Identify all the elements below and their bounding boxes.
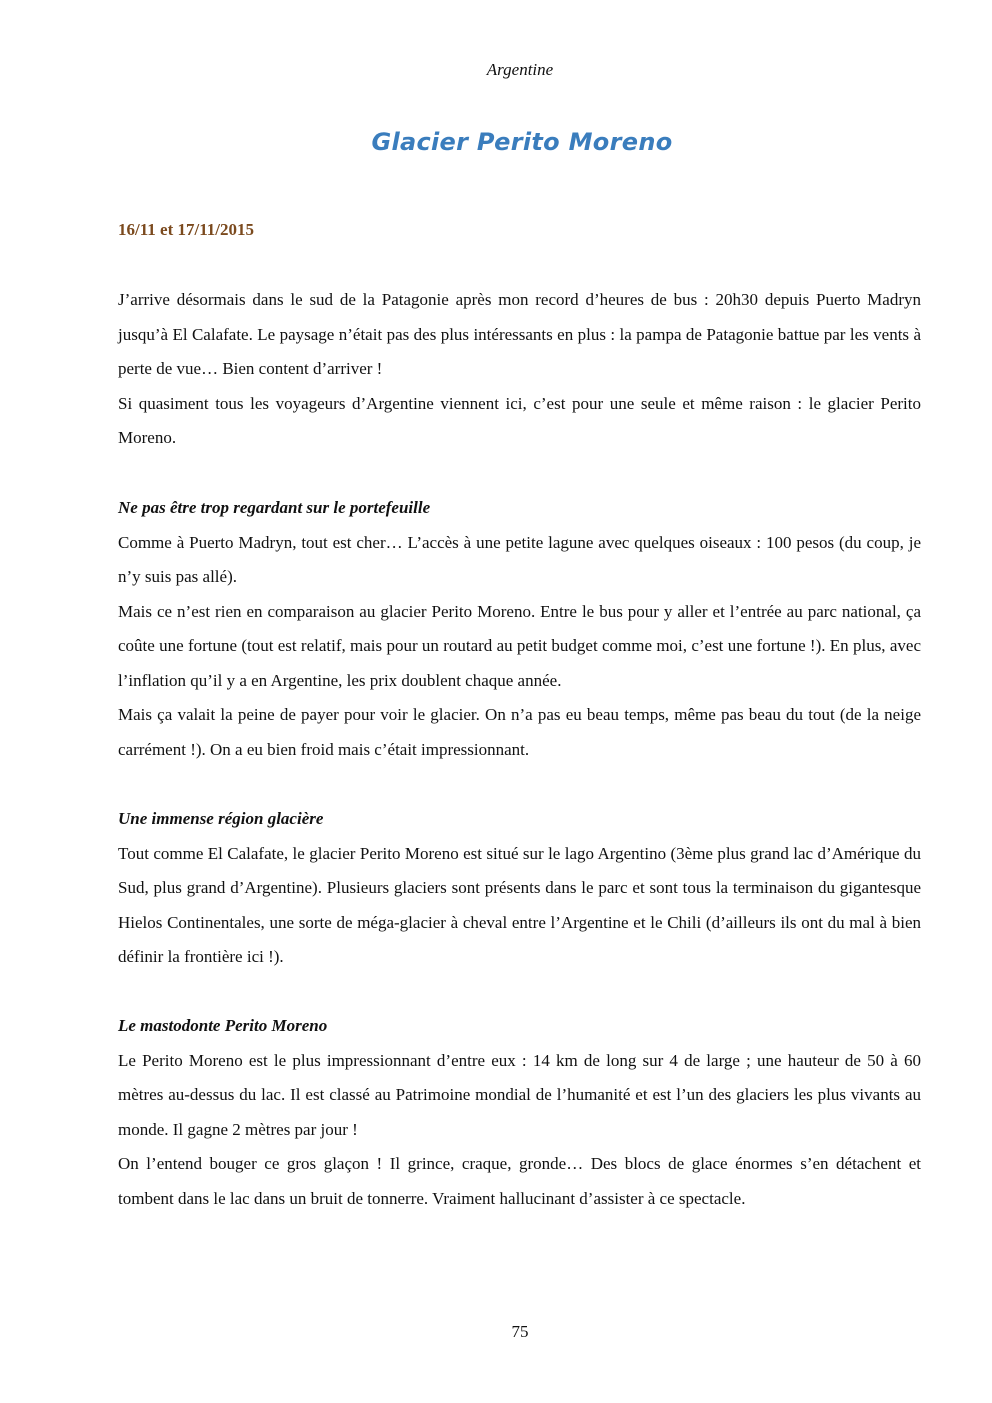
entry-date: 16/11 et 17/11/2015: [118, 220, 254, 239]
section-1: [118, 491, 921, 767]
section-3-paragraph-2: On l’entend bouger ce gros glaçon ! Il grince, craque, gronde… Des blocs de glace énormes s’en détachent et tombent dans le lac dans un bruit de tonnerre. Vraiment hallucinant d’assister à ce spectacle.: [118, 1154, 921, 1208]
intro-block: [118, 283, 921, 456]
section-2: [118, 802, 921, 975]
page-title: [0, 128, 992, 156]
page-title-text: Glacier Perito Moreno: [371, 128, 673, 156]
running-header-text: Argentine: [486, 60, 554, 79]
intro-paragraph-2: Si quasiment tous les voyageurs d’Argentine viennent ici, c’est pour une seule et même raison : le glacier Perito Moreno.: [118, 393, 921, 447]
section-3: [118, 1009, 921, 1216]
section-2-heading: Une immense région glacière: [118, 809, 324, 828]
section-1-paragraph-3: Mais ça valait la peine de payer pour voir le glacier. On n’a pas eu beau temps, même pas beau du tout (de la neige carrément !). On a eu bien froid mais c’était impressionnant.: [118, 705, 921, 759]
page-number-text: 75: [511, 1322, 529, 1341]
section-2-paragraph-1: Tout comme El Calafate, le glacier Perito Moreno est situé sur le lago Argentino (3ème plus grand lac d’Amérique du Sud, plus grand d’Argentine). Plusieurs glaciers sont présents dans le parc et sont tous la terminaison du gigantesque Hielos Continentales, une sorte de méga-glacier à cheval entre l’Argentine et le Chili (d’ailleurs ils ont du mal à bien définir la frontière ici !).: [118, 843, 921, 966]
page-number: [0, 1322, 992, 1342]
section-1-paragraph-1: Comme à Puerto Madryn, tout est cher… L’accès à une petite lagune avec quelques oiseaux : 100 pesos (du coup, je n’y suis pas allé).: [118, 532, 921, 586]
section-1-heading: Ne pas être trop regardant sur le portefeuille: [118, 498, 431, 517]
running-header: [0, 60, 992, 80]
section-3-heading: Le mastodonte Perito Moreno: [118, 1016, 328, 1035]
section-1-paragraph-2: Mais ce n’est rien en comparaison au glacier Perito Moreno. Entre le bus pour y aller et l’entrée au parc national, ça coûte une fortune (tout est relatif, mais pour un routard au petit budget comme moi, c’est une fortune !). En plus, avec l’inflation qu’il y a en Argentine, les prix doublent chaque année.: [118, 601, 921, 690]
section-3-paragraph-1: Le Perito Moreno est le plus impressionnant d’entre eux : 14 km de long sur 4 de large ; une hauteur de 50 à 60 mètres au-dessus du lac. Il est classé au Patrimoine mondial de l’humanité et est l’un des glaciers les plus vivants au monde. Il gagne 2 mètres par jour !: [118, 1050, 921, 1139]
intro-paragraph-1: J’arrive désormais dans le sud de la Patagonie après mon record d’heures de bus : 20h30 depuis Puerto Madryn jusqu’à El Calafate. Le paysage n’était pas des plus intéressants en plus : la pampa de Patagonie battue par les vents à perte de vue… Bien content d’arriver !: [118, 290, 921, 378]
